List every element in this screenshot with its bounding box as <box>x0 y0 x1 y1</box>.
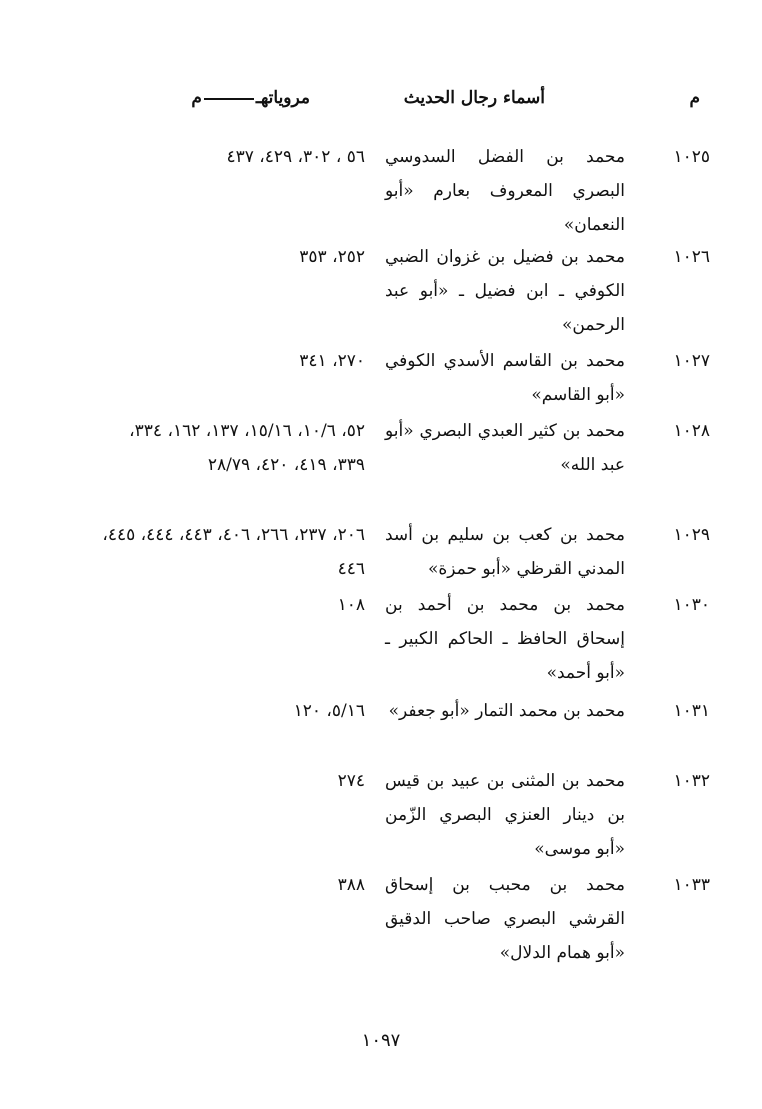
entry-1025 <box>100 140 710 240</box>
entries-list <box>100 140 710 972</box>
header-refs-tatweel <box>204 98 254 100</box>
entry-refs: ٥٦ ، ٣٠٢، ٤٢٩، ٤٣٧ <box>226 147 365 167</box>
entry-number: ١٠٢٧ <box>673 351 710 371</box>
page-number: ١٠٩٧ <box>361 1030 401 1051</box>
entry-number: ١٠٣٠ <box>673 595 710 615</box>
entry-name: محمد بن كثير العبدي البصري «أبو عبد الله» <box>385 421 625 475</box>
entry-1032 <box>100 764 710 868</box>
entry-refs: ٥٢، ١٠/٦، ١٥/١٦، ١٣٧، ١٦٢، ٣٣٤، ٣٣٩، ٤١٩، ٤٢٠، ٢٨/٧٩ <box>129 421 365 475</box>
header-refs-label: مروياتهـ <box>255 88 310 108</box>
entry-1030 <box>100 588 710 694</box>
entry-name: محمد بن كعب بن سليم بن أسد المدني القرظي «أبو حمزة» <box>385 525 625 579</box>
entry-number: ١٠٢٨ <box>673 421 710 441</box>
entry-1026 <box>100 240 710 344</box>
entry-number: ١٠٢٩ <box>673 525 710 545</box>
header-number: م <box>689 88 700 108</box>
entry-name: محمد بن محبب بن إسحاق القرشي البصري صاحب الدقيق «أبو همام الدلال» <box>385 875 625 963</box>
entry-name: محمد بن محمد التمار «أبو جعفر» <box>388 701 625 721</box>
header-refs <box>191 88 310 108</box>
entry-refs: ٢٧٠، ٣٤١ <box>299 351 365 371</box>
entry-refs: ٢٧٤ <box>337 771 365 791</box>
entry-number: ١٠٣١ <box>673 701 710 721</box>
entry-1028 <box>100 414 710 518</box>
entry-name: محمد بن المثنى بن عبيد بن قيس بن دينار العنزي البصري الزّمن «أبو موسى» <box>385 771 625 859</box>
entry-refs: ٥/١٦، ١٢٠ <box>293 701 365 721</box>
entry-1029 <box>100 518 710 588</box>
entry-name: محمد بن فضيل بن غزوان الضبي الكوفي ـ ابن فضيل ـ «أبو عبد الرحمن» <box>385 247 625 335</box>
header-refs-label-end: م <box>191 88 202 108</box>
entry-name: محمد بن القاسم الأسدي الكوفي «أبو القاسم» <box>385 351 625 405</box>
entry-1033 <box>100 868 710 972</box>
entry-number: ١٠٣٢ <box>673 771 710 791</box>
entry-refs: ٣٨٨ <box>337 875 365 895</box>
entry-1027 <box>100 344 710 414</box>
header-names: أسماء رجال الحديث <box>403 88 545 108</box>
entry-1031 <box>100 694 710 764</box>
entry-refs: ٢٠٦، ٢٣٧، ٢٦٦، ٤٠٦، ٤٤٣، ٤٤٤، ٤٤٥، ٤٤٦ <box>102 525 365 579</box>
table-header <box>110 88 710 124</box>
entry-number: ١٠٢٦ <box>673 247 710 267</box>
entry-number: ١٠٢٥ <box>673 147 710 167</box>
entry-refs: ١٠٨ <box>337 595 365 615</box>
entry-number: ١٠٣٣ <box>673 875 710 895</box>
entry-refs: ٢٥٢، ٣٥٣ <box>299 247 365 267</box>
entry-name: محمد بن الفضل السدوسي البصري المعروف بعارم «أبو النعمان» <box>385 147 625 235</box>
entry-name: محمد بن محمد بن أحمد بن إسحاق الحافظ ـ الحاكم الكبير ـ «أبو أحمد» <box>385 595 625 683</box>
